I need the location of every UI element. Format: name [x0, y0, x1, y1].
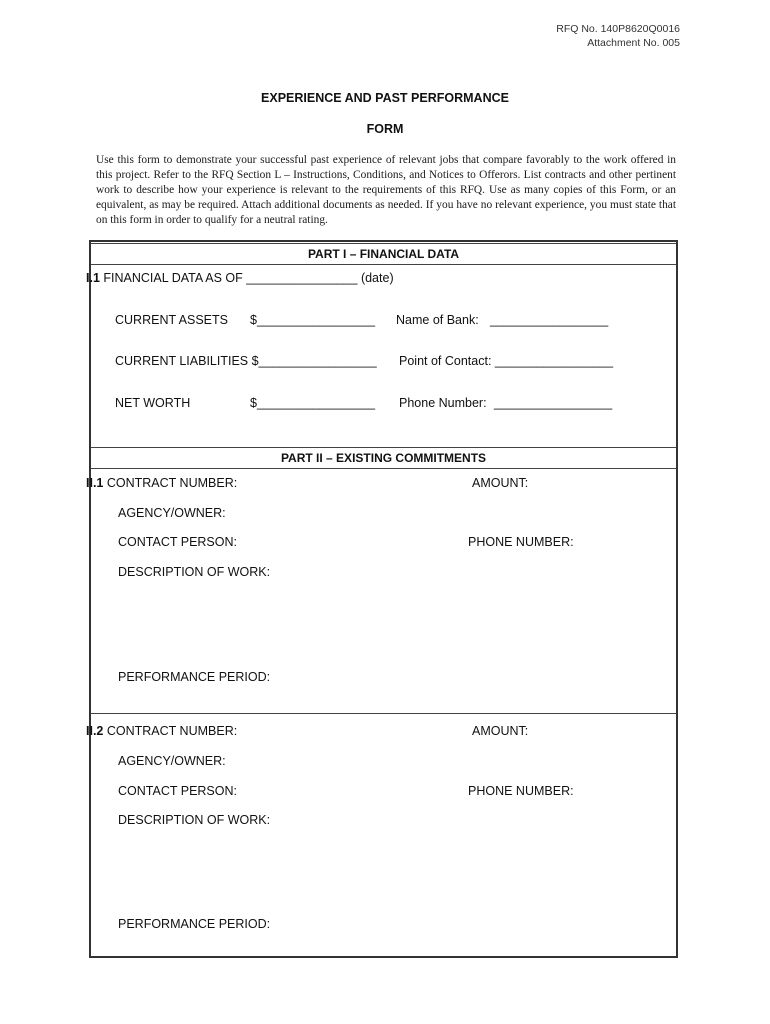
contract-number-field[interactable]: CONTRACT NUMBER: [106, 476, 238, 490]
form-table [86, 240, 678, 958]
part2-heading: PART II – EXISTING COMMITMENTS [91, 447, 676, 469]
contact-person-field[interactable]: CONTACT PERSON: [118, 784, 237, 798]
part1-item-number: I.1 [86, 271, 100, 285]
instructions-paragraph: Use this form to demonstrate your successful past experience of relevant jobs that compare favorably to the work offered in this project. Refer to the RFQ Section L – Instructions, Conditions, and Notices to Offerors. List contracts and other pertinent work to describe how your experience is relevant to the requirements of this RFQ. Use as many copies of this Form, or an equivalent, as may be required. Attach additional documents as needed. If you have no relevant experience, you must state that on this form in order to qualify for a neutral rating. [96, 154, 676, 226]
contract-number-field[interactable]: CONTRACT NUMBER: [106, 724, 238, 738]
part1-heading: PART I – FINANCIAL DATA [91, 243, 676, 265]
entry-item-number: II.2 [86, 724, 104, 738]
agency-owner-field[interactable]: AGENCY/OWNER: [118, 754, 226, 768]
description-of-work-field[interactable]: DESCRIPTION OF WORK: [118, 565, 271, 579]
phone-number-label: Phone Number: [399, 396, 487, 410]
contact-person-field[interactable]: CONTACT PERSON: [118, 535, 237, 549]
point-of-contact-field[interactable]: Point of Contact: _________________ [399, 354, 614, 368]
name-of-bank-label: Name of Bank: [396, 313, 479, 327]
net-worth-label: NET WORTH [115, 396, 191, 410]
financial-data-label[interactable]: FINANCIAL DATA AS OF ________________ (date) [103, 271, 394, 285]
contract-number-row [86, 724, 237, 738]
financial-data-row [86, 271, 394, 285]
page-title: EXPERIENCE AND PAST PERFORMANCE [261, 91, 509, 105]
current-assets-label: CURRENT ASSETS [115, 313, 228, 327]
attachment-number: Attachment No. 005 [587, 37, 680, 49]
current-liabilities-field[interactable]: CURRENT LIABILITIES $_________________ [115, 354, 377, 368]
name-of-bank-field[interactable]: _________________ [490, 313, 609, 327]
amount-field[interactable]: AMOUNT: [472, 476, 529, 490]
agency-owner-field[interactable]: AGENCY/OWNER: [118, 506, 226, 520]
phone-number-field[interactable]: PHONE NUMBER: [468, 784, 574, 798]
contract-number-row [86, 476, 237, 490]
phone-number-field[interactable]: _________________ [494, 396, 613, 410]
page-subtitle: FORM [366, 122, 404, 136]
performance-period-field[interactable]: PERFORMANCE PERIOD: [118, 670, 271, 684]
performance-period-field[interactable]: PERFORMANCE PERIOD: [118, 917, 271, 931]
current-assets-field[interactable]: $_________________ [250, 313, 376, 327]
rfq-number: RFQ No. 140P8620Q0016 [556, 23, 680, 35]
net-worth-field[interactable]: $_________________ [250, 396, 376, 410]
description-of-work-field[interactable]: DESCRIPTION OF WORK: [118, 813, 271, 827]
document-reference [556, 22, 680, 50]
phone-number-field[interactable]: PHONE NUMBER: [468, 535, 574, 549]
amount-field[interactable]: AMOUNT: [472, 724, 529, 738]
entry-item-number: II.1 [86, 476, 104, 490]
entry-divider [91, 713, 676, 714]
